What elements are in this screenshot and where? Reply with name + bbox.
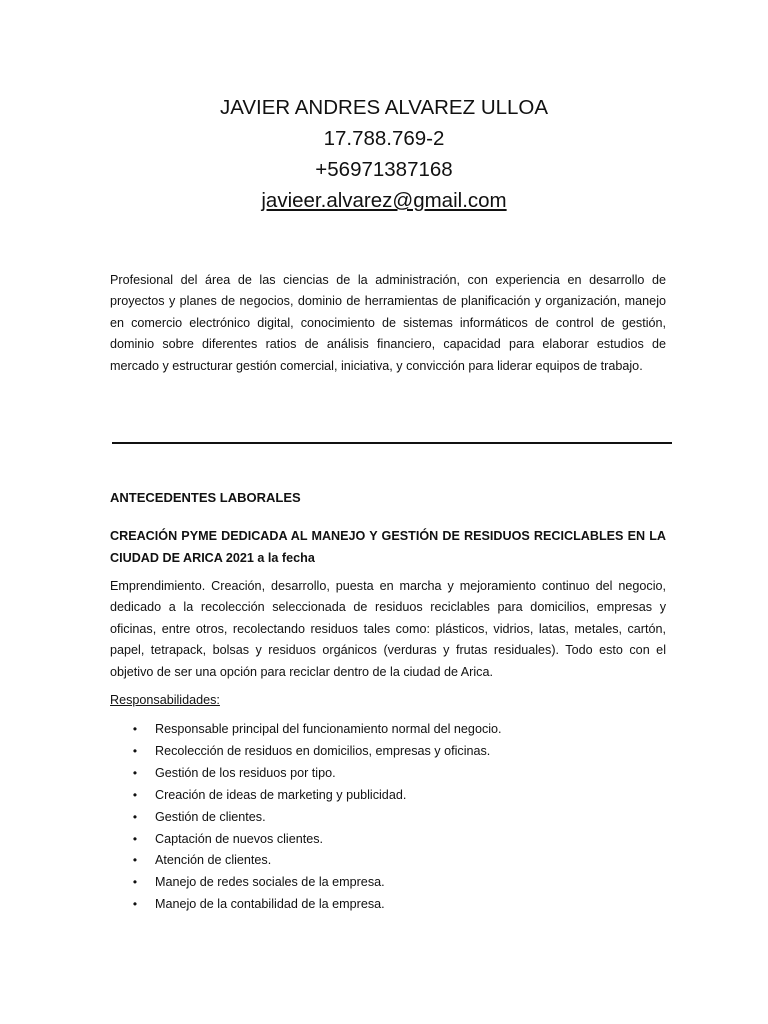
full-name: JAVIER ANDRES ALVAREZ ULLOA [219,96,549,119]
list-item-text: Captación de nuevos clientes. [155,831,324,846]
horizontal-divider [112,442,672,444]
list-item-text: Creación de ideas de marketing y publicidad. [155,787,407,802]
list-item-text: Atención de clientes. [155,853,272,868]
phone-number: +56971387168 [315,158,453,181]
bullet-icon: • [132,809,138,824]
list-item-text: Gestión de clientes. [155,809,266,824]
contact-header [0,92,768,216]
rut-number: 17.788.769-2 [323,127,445,150]
bullet-icon: • [132,787,138,802]
job-title: CREACIÓN PYME DEDICADA AL MANEJO Y GESTIÓN DE RESIDUOS RECICLABLES EN LA CIUDAD DE ARICA 2021 a la fecha [110,529,666,565]
list-item-text: Gestión de los residuos por tipo. [155,765,336,780]
responsibilities-heading: Responsabilidades: [110,693,220,707]
list-item [128,763,502,785]
bullet-icon: • [132,765,138,780]
email-link[interactable]: javieer.alvarez@gmail.com [261,189,507,212]
list-item [128,829,502,851]
bullet-icon: • [132,897,138,912]
professional-summary: Profesional del área de las ciencias de la administración, con experiencia en desarrollo de proyectos y planes de negocios, dominio de herramientas de planificación y organización, manejo en comercio electrónico digital, conocimiento de sistemas informáticos de control de gestión, dominio sobre diferentes ratios de análisis financiero, capacidad para elaborar estudios de mercado y estructurar gestión comercial, iniciativa, y convicción para liderar equipos de trabajo. [110,273,666,373]
bullet-icon: • [132,743,138,758]
list-item [128,785,502,807]
job-description: Emprendimiento. Creación, desarrollo, puesta en marcha y mejoramiento continuo del negocio, dedicado a la recolección seleccionada de residuos reciclables para domicilios, empresas y oficinas, entre otros, recolectando residuos tales como: plásticos, vidrios, latas, metales, cartón, papel, tetrapack, bolsas y residuos orgánicos (verduras y frutas residuales). Todo esto con el objetivo de ser una opción para reciclar dentro de la ciudad de Arica. [110,579,666,679]
list-item [128,719,502,741]
list-item [128,807,502,829]
list-item [128,741,502,763]
list-item [128,894,502,916]
bullet-icon: • [132,831,138,846]
list-item-text: Recolección de residuos en domicilios, empresas y oficinas. [155,743,491,758]
list-item [128,872,502,894]
responsibilities-list [128,719,502,916]
bullet-icon: • [132,875,138,890]
list-item [128,850,502,872]
bullet-icon: • [132,853,138,868]
list-item-text: Responsable principal del funcionamiento normal del negocio. [155,722,502,736]
section-title-work-history: ANTECEDENTES LABORALES [110,490,301,505]
bullet-icon: • [132,722,138,736]
list-item-text: Manejo de redes sociales de la empresa. [155,875,385,890]
list-item-text: Manejo de la contabilidad de la empresa. [155,897,385,912]
